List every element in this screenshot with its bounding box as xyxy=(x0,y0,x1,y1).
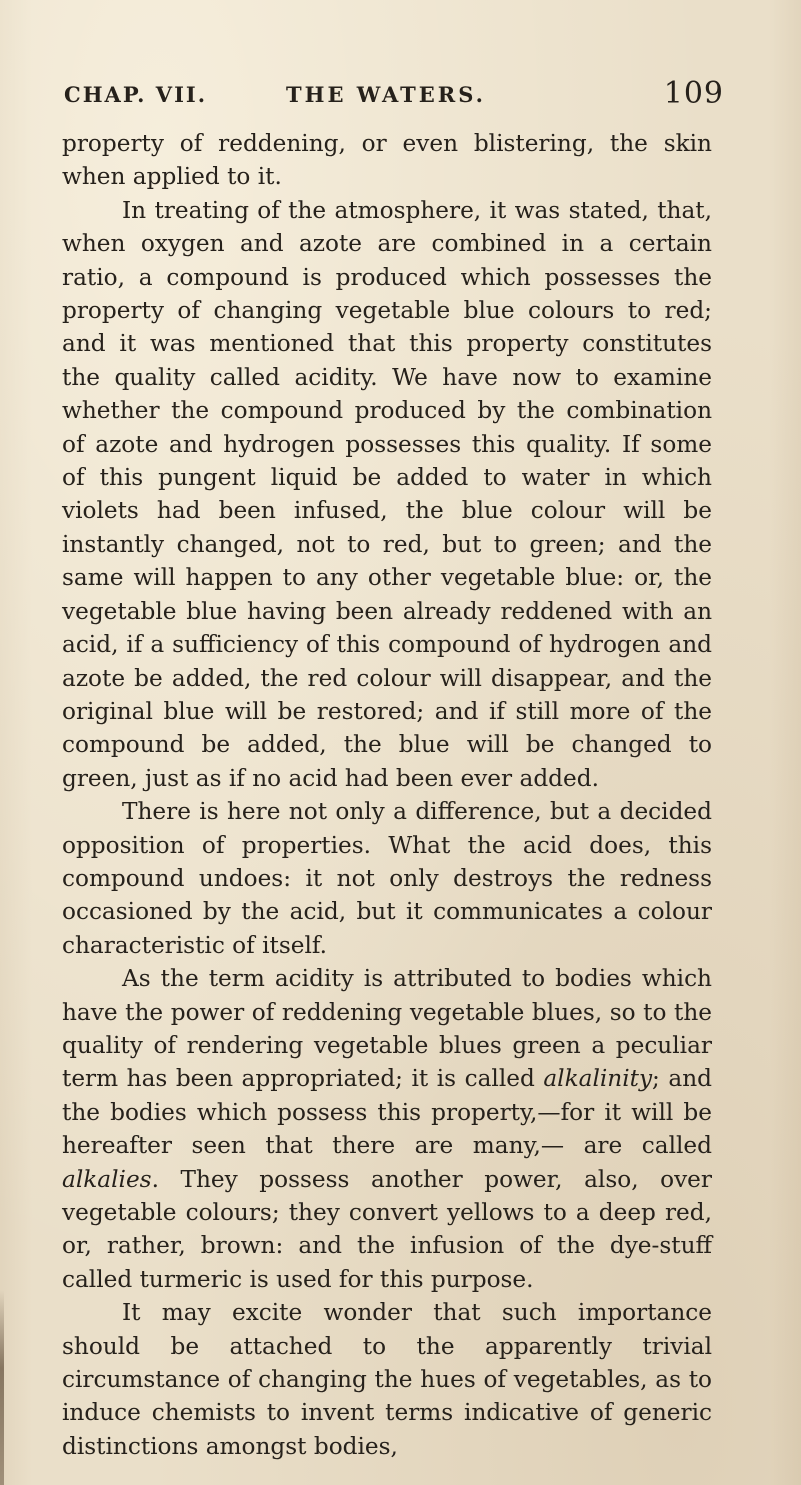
running-title: THE WATERS. xyxy=(286,82,486,107)
paragraph-2 xyxy=(62,194,712,795)
body-text xyxy=(62,127,712,1463)
paragraph-2-text: In treating of the atmosphere, it was stated, that, when oxygen and azote are combined in a certain ratio, a compound is produced which possesses the property of changing vegetable blue colours to red; and it was mentioned that this property constitutes the quality called acidity. We have now to examine whether the compound produced by the combination of azote and hydrogen possesses this quality. If some of this pungent liquid be added to water in which violets had been infused, the blue colour will be instantly changed, not to red, but to green; and the same will happen to any other vegetable blue: or, the vegetable blue having been already reddened with an acid, if a sufficiency of this compound of hydrogen and azote be added, the red colour will disappear, and the original blue will be restored; and if still more of the compound be added, the blue will be changed to green, just as if no acid had been ever added. xyxy=(62,196,712,792)
term-alkalinity: alkalinity xyxy=(543,1065,653,1093)
paragraph-1-text: property of reddening, or even blistering, the skin when applied to it. xyxy=(62,130,712,191)
page-edge-shadow xyxy=(0,1290,4,1485)
paragraph-4-text-b: ; and the bodies which possess this property,—for it will be hereafter seen that there are many,— are called xyxy=(62,1065,712,1160)
paragraph-3-text: There is here not only a difference, but a decided opposition of properties. What the acid does, this compound undoes: it not only destroys the redness occasioned by the acid, but it communicates a colour characteristic of itself. xyxy=(62,798,712,959)
term-alkalies: alkalies xyxy=(62,1165,152,1193)
paragraph-4 xyxy=(62,962,712,1296)
paragraph-1 xyxy=(62,127,712,194)
paragraph-4-text-a: As the term acidity is attributed to bodies which have the power of reddening vegetable blues, so to the quality of rendering vegetable blues green a peculiar term has been appropriated; it is called xyxy=(62,965,712,1093)
paragraph-5-text: It may excite wonder that such importance should be attached to the apparently trivial circumstance of changing the hues of vegetables, as to induce chemists to invent terms indicative of generic distinctions amongst bodies, xyxy=(62,1299,712,1460)
running-head xyxy=(64,78,724,112)
page-number: 109 xyxy=(663,76,724,111)
chapter-label: CHAP. VII. xyxy=(64,82,208,107)
paragraph-3 xyxy=(62,795,712,962)
paragraph-5 xyxy=(62,1296,712,1463)
paragraph-4-text-c: . They possess another power, also, over vegetable colours; they convert yellows to a deep red, or, rather, brown: and the infusion of the dye-stuff called turmeric is used for this purpose. xyxy=(62,1165,712,1293)
